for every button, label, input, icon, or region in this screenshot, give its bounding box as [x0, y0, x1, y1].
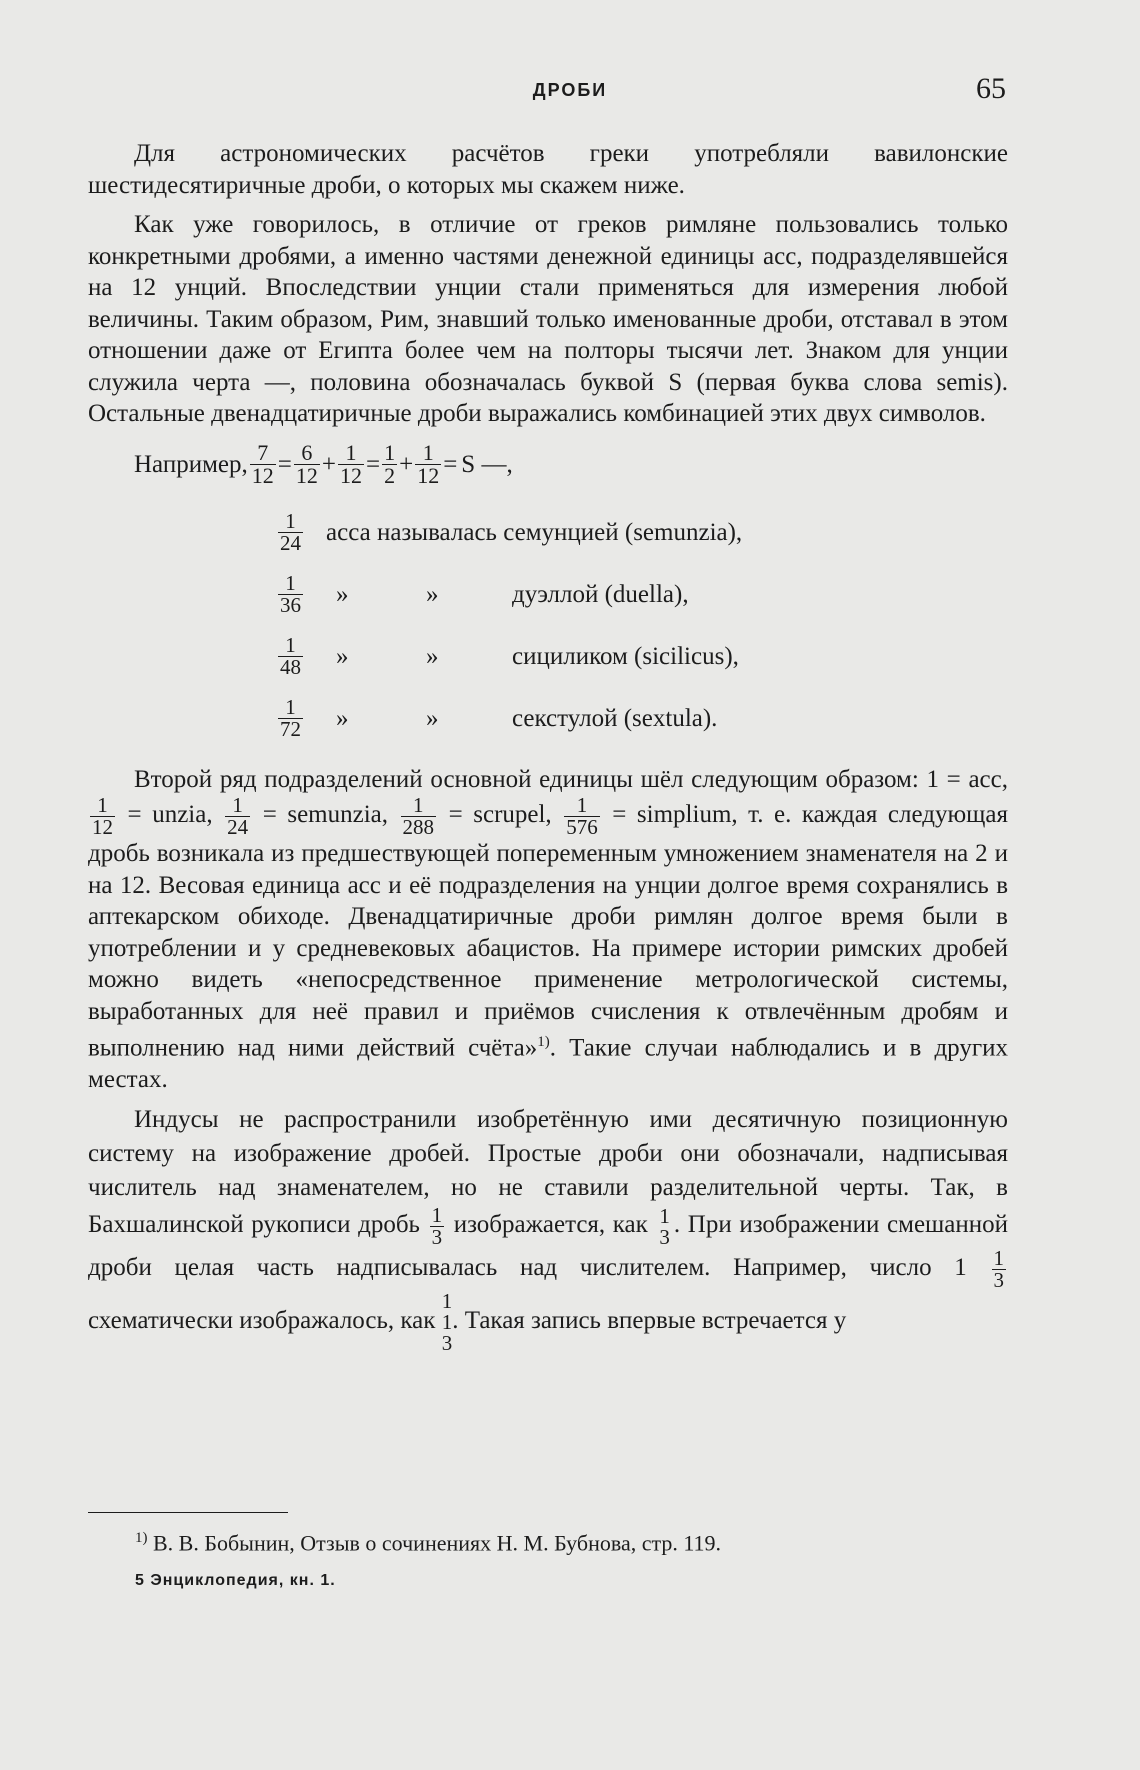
fraction: $\frac{7}{12}$	[251, 440, 274, 488]
example-tail: S —,	[461, 450, 513, 478]
page-number: 65	[976, 72, 1006, 105]
ditto-mark: »	[426, 580, 439, 608]
ditto-mark: »	[426, 704, 439, 732]
signature-mark: 5 Энциклопедия, кн. 1.	[135, 1572, 336, 1589]
paragraph-second-series: Второй ряд подразделений основной единицы шёл следующим образом: 1 = асс, $\frac{1}{12}$ = unzia, $\frac{1}{24}$ = semunzia, $\frac{1}{288}$ = scrupel, $\frac{1}{576}$ = simplium, т. е. каждая следующая дробь возникала из предшествующей попеременным умножением знаменателя на 2 и на 12. Весовая единица асс и её подразделения на унции долгое время сохранялись в аптекарском обиходе. Двенадцатиричные дроби римлян долгое время были в употреблении и у средневековых абацистов. На примере истории римских дробей можно видеть «непосредственное применение метрологической системы, выработанных для неё правил и приёмов счисления к отвлечённым дробям и выполнению над ними действий счёта»$^{1)}$. Такие случаи наблюдались и в других местах.	[88, 765, 1008, 1093]
fraction: $\frac{1}{288}$	[402, 793, 435, 839]
fraction: $\frac{1}{24}$	[227, 793, 249, 839]
fraction: $\frac{1}{3}$	[993, 1246, 1004, 1293]
ditto-mark: »	[336, 704, 349, 732]
paragraph-greeks: Для астрономических расчётов греки употребляли вавилонские шестидесятиричные дроби, о которых мы скажем ниже.	[88, 140, 1008, 199]
fraction: $\frac{1}{3}$	[431, 1203, 443, 1250]
footnote-ref: 1)	[537, 1034, 550, 1050]
list-item: $\frac{1}{72}$ » » секстулой (sextula).	[280, 695, 718, 741]
example-lead: Например,	[134, 450, 248, 478]
paragraph-romans: Как уже говорилось, в отличие от греков римляне пользовались только конкретными дробями, а именно частями денежной единицы асс, подразделявшейся на 12 унций. Впоследствии унции стали применяться для измерения любой величины. Таким образом, Рим, знавший только именованные дроби, отставал в этом отношении даже от Египта более чем на полторы тысячи лет. Знаком для унции служила черта —, половина обозначалась буквой S (первая буква слова semis). Остальные двенадцатиричные дроби выражались комбинацией этих двух символов.	[88, 211, 1008, 427]
ditto-mark: »	[426, 642, 439, 670]
main-text	[88, 138, 1008, 1354]
fraction: $\frac{1}{72}$	[280, 695, 301, 741]
paragraph-hindus: Индусы не распространили изобретённую ими десятичную позиционную систему на изображение дробей. Простые дроби они обозначали, надписывая числитель над знаменателем, но не ставили разделительной черты. Так, в Бахшалинской рукописи дробь $\frac{1}{3}$ изображается, как 1 3 . При изображении смешанной дроби целая часть надписывалась над числителем. Например, число 1 $\frac{1}{3}$ схематически изображалось, как 1 1 3 . Такая запись впервые встречается у	[88, 1106, 1009, 1356]
fraction: $\frac{1}{576}$	[566, 793, 598, 839]
ditto-mark: »	[336, 580, 349, 608]
example-formula: Например, $\frac{7}{12}$ = $\frac{6}{12}$ + $\frac{1}{12}$ = $\frac{1}{2}$ + $\frac{1}{12}$ = S —,	[134, 440, 513, 488]
fraction: $\frac{1}{48}$	[280, 633, 301, 679]
fraction: $\frac{1}{12}$	[339, 440, 362, 488]
footnote: $^{1)}$ В. В. Бобынин, Отзыв о сочинениях Н. М. Бубнова, стр. 119.	[135, 1530, 722, 1556]
fraction-names-list	[276, 502, 1008, 750]
running-head: ДРОБИ	[532, 80, 608, 100]
list-item: $\frac{1}{48}$ » » сициликом (sicilicus),	[280, 633, 739, 679]
list-item: $\frac{1}{36}$ » » дуэллой (duella),	[280, 571, 689, 617]
footnote-rule	[88, 1512, 288, 1513]
fraction: $\frac{1}{24}$	[280, 509, 301, 555]
fraction: $\frac{1}{12}$	[92, 793, 113, 839]
ditto-mark: »	[336, 642, 349, 670]
fraction: $\frac{1}{12}$	[417, 440, 440, 488]
mixed-fraction-stacked: 1 1 3	[441, 1289, 453, 1356]
fraction-no-bar: 1 3	[659, 1203, 670, 1249]
fraction: $\frac{1}{2}$	[384, 440, 396, 488]
fraction: $\frac{1}{36}$	[280, 571, 301, 617]
list-item: $\frac{1}{24}$ асса называлась семунцией (semunzia),	[280, 509, 743, 555]
fraction: $\frac{6}{12}$	[295, 440, 318, 488]
